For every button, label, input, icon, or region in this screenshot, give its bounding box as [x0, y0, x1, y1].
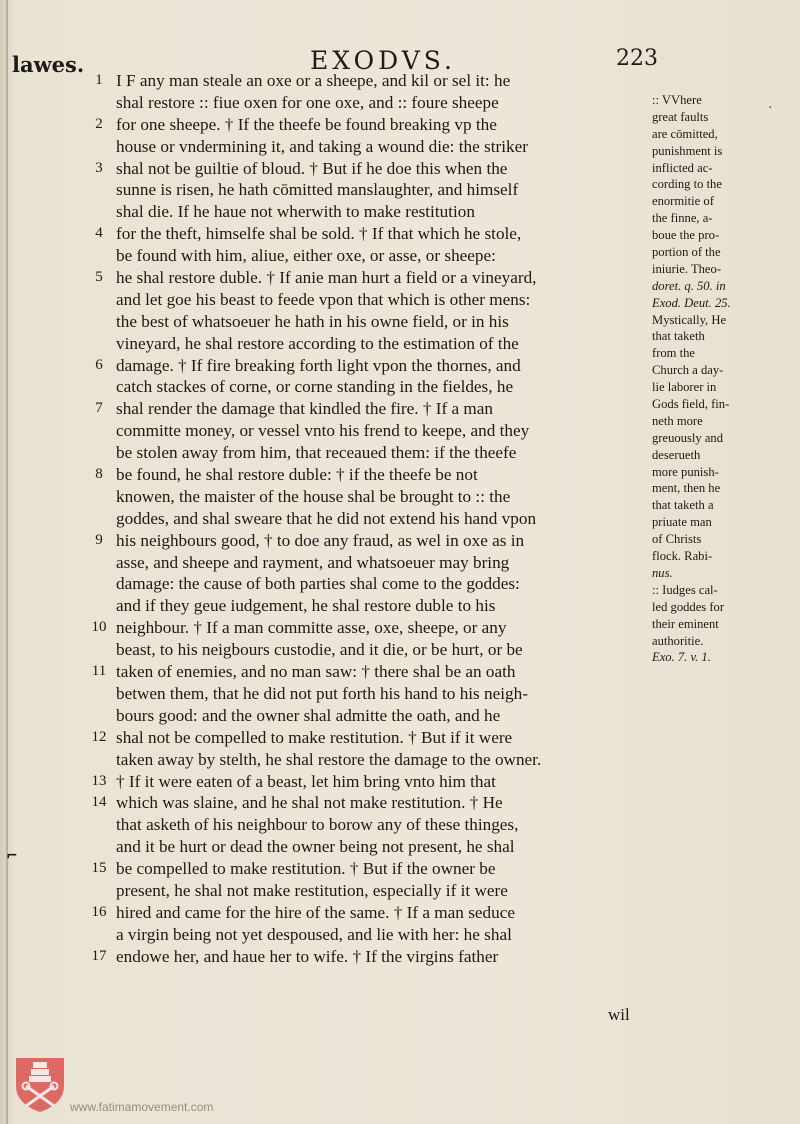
line-text: endowe her, and haue her to wife. † If the virgins father [116, 946, 499, 966]
text-line [0, 355, 660, 377]
line-text: be found, he shal restore duble: † if the theefe be not [116, 465, 478, 485]
text-line [0, 486, 660, 508]
page-number: 223 [616, 46, 658, 71]
margin-note-line: priuate man [652, 515, 712, 530]
line-text: shal restore :: fiue oxen for one oxe, and :: foure sheepe [116, 92, 499, 112]
margin-note-line: Exo. 7. v. 1. [652, 650, 711, 665]
text-line [0, 158, 660, 180]
website-link[interactable]: www.fatimamovement.com [70, 1100, 214, 1114]
verse-number: 4 [95, 225, 103, 242]
margin-note-line: cording to the [652, 177, 722, 192]
margin-note-line: flock. Rabi- [652, 549, 713, 564]
margin-note-line: iniurie. Theo- [652, 261, 722, 276]
line-text: goddes, and shal sweare that he did not extend his hand vpon [116, 508, 537, 528]
line-text: asse, and sheepe and rayment, and whatsoeuer may bring [116, 552, 510, 572]
text-line [0, 661, 660, 683]
text-line [0, 201, 660, 223]
line-text: which was slaine, and he shal not make restitution. † He [116, 793, 503, 813]
text-line [0, 289, 660, 311]
line-text: for one sheepe. † If the theefe be found breaking vp the [116, 114, 497, 134]
margin-note-line: ment, then he [652, 481, 721, 496]
verse-number: 6 [95, 356, 103, 373]
line-text: neighbour. † If a man committe asse, oxe, sheepe, or any [116, 618, 507, 638]
text-line [0, 530, 660, 552]
text-line [0, 705, 660, 727]
margin-note-line: from the [652, 346, 696, 361]
margin-note-line: Church a day- [652, 363, 724, 378]
text-line [0, 924, 660, 946]
left-margin-mark-icon: ⌐ [6, 848, 18, 864]
margin-note-line: Gods field, fin- [652, 397, 730, 412]
line-text: and let goe his beast to feede vpon that which is other mens: [116, 289, 531, 309]
text-line [0, 311, 660, 333]
line-text: and it be hurt or dead the owner being not present, he shal [116, 837, 515, 857]
margin-note-line: greuously and [652, 430, 723, 445]
line-text: a virgin being not yet despoused, and lie with her: he shal [116, 924, 512, 944]
margin-note-line: that taketh [652, 329, 705, 344]
text-line [0, 749, 660, 771]
verse-number: 17 [91, 947, 107, 964]
margin-note-line: Exod. Deut. 25. [652, 295, 731, 310]
margin-note-line: deserueth [652, 447, 701, 462]
line-text: beast, to his neigbours custodie, and it die, or be hurt, or be [116, 640, 523, 660]
text-line [0, 552, 660, 574]
line-text: catch stackes of corne, or corne standing in the fieldes, he [116, 377, 514, 397]
margin-note-line: doret. q. 50. in [652, 278, 726, 293]
line-text: house or vndermining it, and taking a wound die: the striker [116, 136, 528, 156]
text-line [0, 595, 660, 617]
line-text: he shal restore duble. † If anie man hurt a field or a vineyard, [116, 268, 537, 288]
text-line [0, 683, 660, 705]
text-line [0, 245, 660, 267]
margin-note-line: the finne, a- [652, 211, 713, 226]
catchword: wil [608, 1005, 630, 1024]
text-line [0, 223, 660, 245]
verse-number: 8 [95, 466, 103, 483]
line-text: be stolen away from him, that receaued them: if the theefe [116, 443, 517, 463]
line-text: that asketh of his neighbour to borow any of these thinges, [116, 815, 519, 835]
text-line [0, 70, 660, 92]
text-line [0, 398, 660, 420]
text-line [0, 92, 660, 114]
text-line [0, 771, 660, 793]
verse-number: 12 [91, 728, 107, 745]
text-line [0, 858, 660, 880]
margin-note-line: portion of the [652, 245, 721, 260]
text-line [0, 376, 660, 398]
line-text: damage: the cause of both parties shal come to the goddes: [116, 574, 520, 594]
margin-note-line: boue the pro- [652, 228, 720, 243]
text-line [0, 880, 660, 902]
line-text: shal die. If he haue not wherwith to make restitution [116, 202, 475, 222]
line-text: hired and came for the hire of the same. † If a man seduce [116, 902, 515, 922]
text-line [0, 508, 660, 530]
text-line [0, 420, 660, 442]
line-text: shal not be guiltie of bloud. † But if he doe this when the [116, 158, 508, 178]
line-text: taken away by stelth, he shal restore the damage to the owner. [116, 749, 542, 769]
line-text: knowen, the maister of the house shal be brought to :: the [116, 486, 511, 506]
text-line [0, 639, 660, 661]
text-line [0, 573, 660, 595]
text-line [0, 114, 660, 136]
margin-dot-icon: · [768, 100, 773, 116]
verse-number: 5 [95, 269, 103, 286]
line-text: bours good: and the owner shal admitte the oath, and he [116, 705, 501, 725]
text-line [0, 464, 660, 486]
verse-number: 11 [91, 663, 107, 680]
text-line [0, 442, 660, 464]
line-text: shal not be compelled to make restitution. † But if it were [116, 727, 513, 747]
margin-note-line: lie laborer in [652, 380, 717, 395]
margin-note-line: neth more [652, 413, 703, 428]
line-text: his neighbours good, † to doe any fraud, as wel in oxe as in [116, 530, 525, 550]
verse-number: 14 [91, 794, 107, 811]
line-text: damage. † If fire breaking forth light vpon the thornes, and [116, 355, 521, 375]
verse-number: 13 [91, 772, 107, 789]
margin-note-line: nus. [652, 565, 673, 580]
book-title: EXODVS. [310, 46, 456, 75]
margin-note-line: :: Iudges cal- [652, 582, 718, 597]
marginal-notes [652, 92, 772, 666]
line-text: the best of whatsoeuer he hath in his owne field, or in his [116, 311, 509, 331]
verse-number: 9 [95, 531, 103, 548]
text-line [0, 333, 660, 355]
verse-number: 1 [95, 72, 103, 88]
text-line [0, 814, 660, 836]
verse-number: 3 [95, 159, 103, 176]
margin-note-line: more punish- [652, 464, 719, 479]
margin-note-line: :: VVhere [652, 93, 702, 107]
line-text: committe money, or vessel vnto his frend to keepe, and they [116, 421, 530, 441]
margin-note-line: Mystically, He [652, 312, 727, 327]
margin-note-line: inflicted ac- [652, 160, 713, 175]
text-line [0, 179, 660, 201]
line-text: betwen them, that he did not put forth his hand to his neigh- [116, 683, 528, 703]
text-line [0, 946, 660, 968]
footer [12, 1054, 312, 1114]
margin-note-line: enormitie of [652, 194, 714, 209]
text-line [0, 727, 660, 749]
line-text: sunne is risen, he hath cōmitted manslaughter, and himself [116, 180, 519, 200]
text-line [0, 902, 660, 924]
scripture-text [0, 70, 660, 968]
text-line [0, 836, 660, 858]
text-line [0, 617, 660, 639]
margin-note-line: of Christs [652, 532, 702, 547]
header-left-word: lawes. [12, 52, 85, 77]
line-text: present, he shal not make restitution, especially if it were [116, 880, 508, 900]
verse-number: 7 [95, 400, 103, 417]
line-text: and if they geue iudgement, he shal restore duble to his [116, 596, 496, 616]
line-text: vineyard, he shal restore according to the estimation of the [116, 333, 519, 353]
verse-number: 10 [91, 619, 107, 636]
margin-note-line: great faults [652, 109, 709, 124]
line-text: taken of enemies, and no man saw: † there shal be an oath [116, 662, 516, 682]
verse-number: 16 [91, 903, 107, 920]
margin-note-line: led goddes for [652, 599, 725, 614]
text-line [0, 136, 660, 158]
verse-number: 2 [95, 115, 103, 132]
line-text: † If it were eaten of a beast, let him bring vnto him that [116, 771, 496, 791]
text-line [0, 792, 660, 814]
margin-note-line: are cōmitted, [652, 126, 718, 141]
text-line [0, 267, 660, 289]
line-text: for the theft, himselfe shal be sold. † If that which he stole, [116, 224, 522, 244]
line-text: be compelled to make restitution. † But if the owner be [116, 859, 496, 879]
margin-note-line: that taketh a [652, 498, 714, 513]
verse-number: 15 [91, 860, 107, 877]
line-text: I F any man steale an oxe or a sheepe, and kil or sel it: he [116, 71, 511, 90]
line-text: shal render the damage that kindled the fire. † If a man [116, 399, 494, 419]
margin-note-line: their eminent [652, 616, 719, 631]
margin-note-line: punishment is [652, 143, 723, 158]
margin-note-line: authoritie. [652, 633, 704, 648]
papal-keys-shield-icon [12, 1054, 68, 1114]
line-text: be found with him, aliue, either oxe, or asse, or sheepe: [116, 246, 496, 266]
